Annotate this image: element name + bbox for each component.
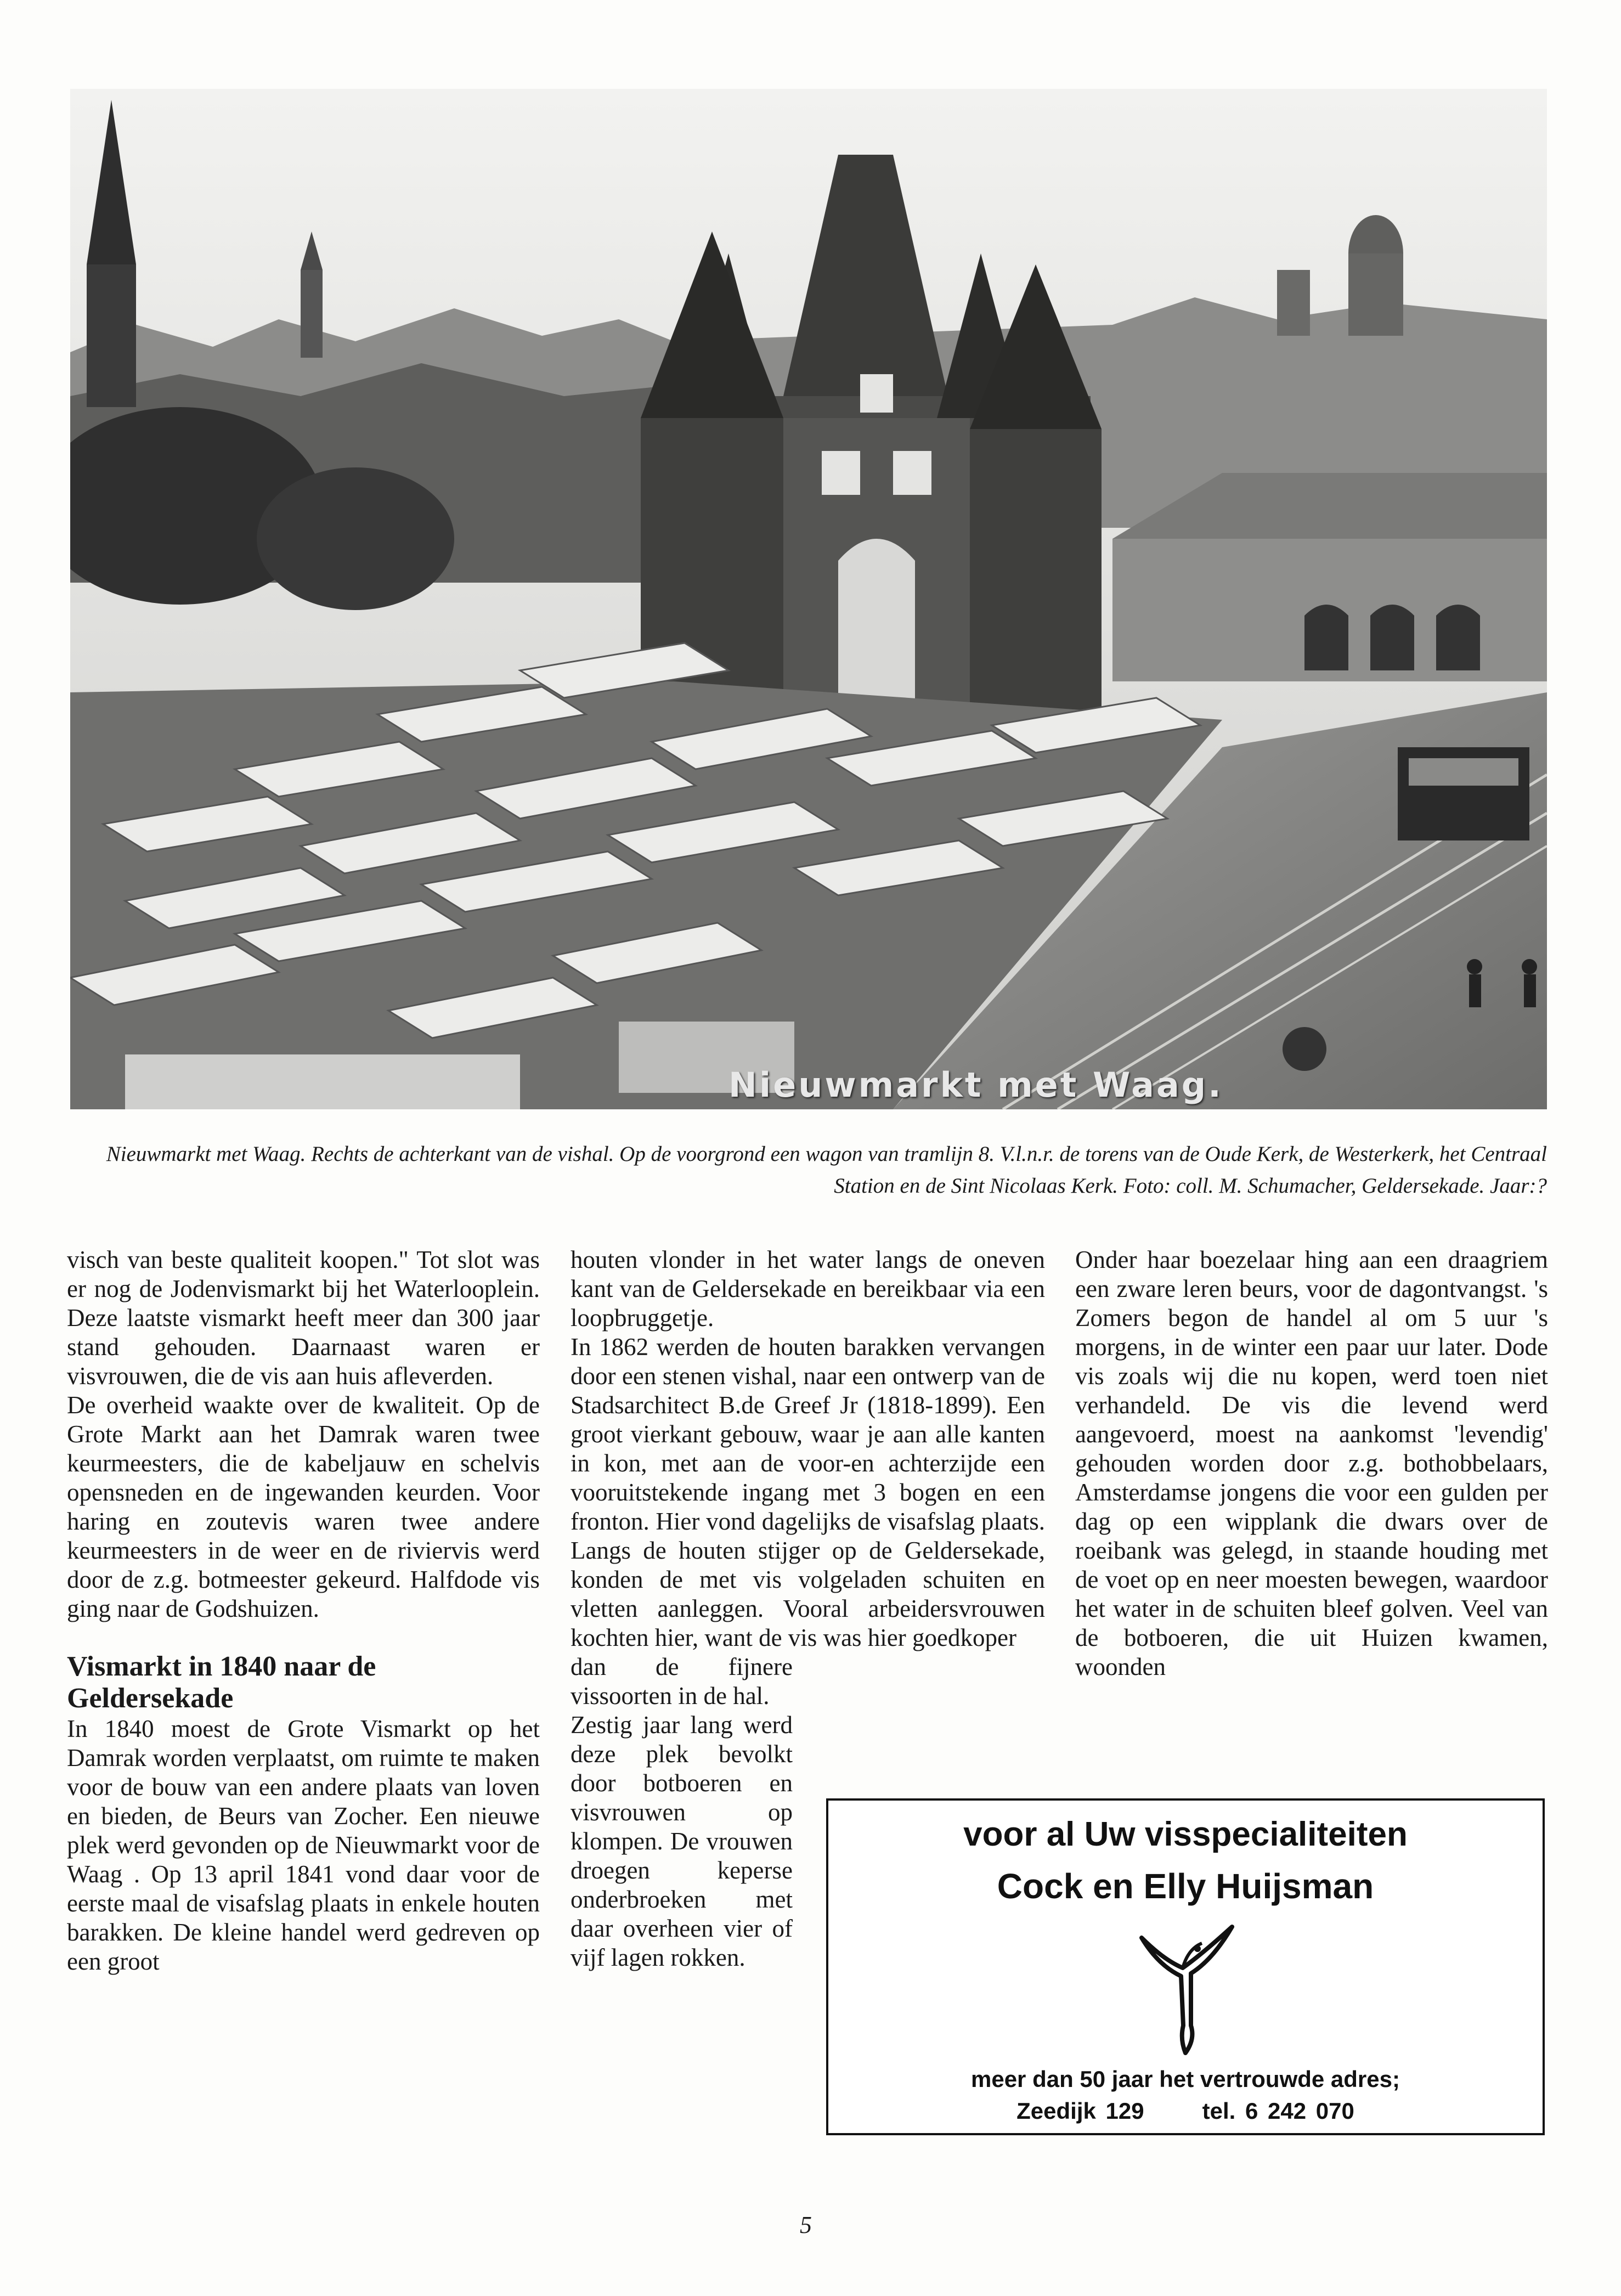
column-3 [1075, 1245, 1548, 1682]
paragraph: In 1840 moest de Grote Vismarkt op het Damrak worden verplaatst, om ruimte te maken voor de bouw van een andere plaats van loven en bieden, de Beurs van Zocher. Een nieuwe plek werd gevonden op de Nieuwmarkt voor de Waag . Op 13 april 1841 vond daar voor de eerste maal de visafslag plaats in enkele houten barakken. De kleine handel werd gedreven op een groot [67, 1715, 540, 1975]
ad-phone: tel. 6 242 070 [1202, 2098, 1354, 2124]
ad-contact [828, 2097, 1543, 2125]
paragraph: dan de fijnere vissoorten in de hal. [571, 1653, 793, 1710]
paragraph: Zestig jaar lang werd deze plek bevolkt door botboeren en visvrouwen op klompen. De vrouwen droegen keperse onderbroeken met daar overheen vier of vijf lagen rokken. [571, 1711, 793, 1971]
advertisement-box [826, 1798, 1545, 2135]
photo-illustration [70, 89, 1547, 1109]
page-number: 5 [800, 2212, 812, 2238]
nieuwmarkt-photo [70, 89, 1547, 1109]
paragraph: Onder haar boezelaar hing aan een draagriem een zware leren beurs, voor de dagontvangst. 's Zomers begon de handel al om 5 uur 's morgens, in de winter een paar uur later. Dode vis zoals wij die nu kopen, werd toen niet verhandeld. De vis die levend werd aangevoerd, moest na aankomst 'levendig' gehouden worden door z.g. bothobbelaars, Amsterdamse jongens die voor een gulden per dag op een wipplank die dwars over de roeibank was gelegd, in staande houding met de voet op en neer moesten bewegen, waardoor het water in de schuiten bleef golven. Veel van de botboeren, die uit Huizen kwamen, woonden [1075, 1246, 1548, 1680]
paragraph: In 1862 werden de houten barakken vervangen door een stenen vishal, naar een ontwerp van de Stadsarchitect B.de Greef Jr (1818-1899). Een groot vierkant gebouw, waar je aan alle kanten in kon, met aan de voor-en achterzijde een vooruitstekende ingang met 3 bogen en een fronton. Hier vond dagelijks de visafslag plaats. Langs de houten stijger op de Geldersekade, konden de met vis volgeladen schuiten en vletten aanleggen. Vooral arbeidersvrouwen kochten hier, want de vis was hier goedkoper [571, 1333, 1045, 1651]
paragraph: De overheid waakte over de kwaliteit. Op de Grote Markt aan het Damrak waren twee keurmeesters, die de kabeljauw en schelvis opensneden en de ingewanden keurden. Voor haring en zoutevis waren twee andere keurmeesters in de weer en de riviervis werd door de z.g. botmeester gekeurd. Halfdode vis ging naar de Godshuizen. [67, 1391, 540, 1622]
ad-slogan: meer dan 50 jaar het vertrouwde adres; [971, 2066, 1400, 2092]
ad-address: Zeedijk 129 [1016, 2098, 1144, 2124]
paragraph: visch van beste qualiteit koopen." Tot slot was er nog de Jodenvismarkt bij het Waterlooplein. Deze laatste vismarkt heeft meer dan 300 jaar stand gehouden. Daarnaast waren er visvrouwen, die de vis aan huis afleverden. [67, 1246, 540, 1390]
paragraph: houten vlonder in het water langs de oneven kant van de Geldersekade en bereikbaar via een loopbruggetje. [571, 1246, 1045, 1332]
caption-line-1: Nieuwmarkt met Waag. Rechts de achterkant van de vishal. Op de voorgrond een wagon van tramlijn 8. V.l.n.r. de torens van de Oude Kerk, de Westerkerk, het Centraal [106, 1142, 1547, 1166]
ad-business-name: Cock en Elly Huijsman [997, 1866, 1374, 1906]
fish-logo-icon [1131, 1916, 1240, 2058]
caption-line-2: Station en de Sint Nicolaas Kerk. Foto: coll. M. Schumacher, Geldersekade. Jaar:? [834, 1174, 1547, 1198]
ad-tagline: voor al Uw visspecialiteiten [963, 1815, 1408, 1853]
photo-caption [88, 1138, 1547, 1202]
photo-title-overlay: Nieuwmarkt met Waag. [728, 1065, 1223, 1105]
section-heading: Vismarkt in 1840 naar de Geldersekade [67, 1651, 376, 1714]
column-1 [67, 1245, 540, 1976]
